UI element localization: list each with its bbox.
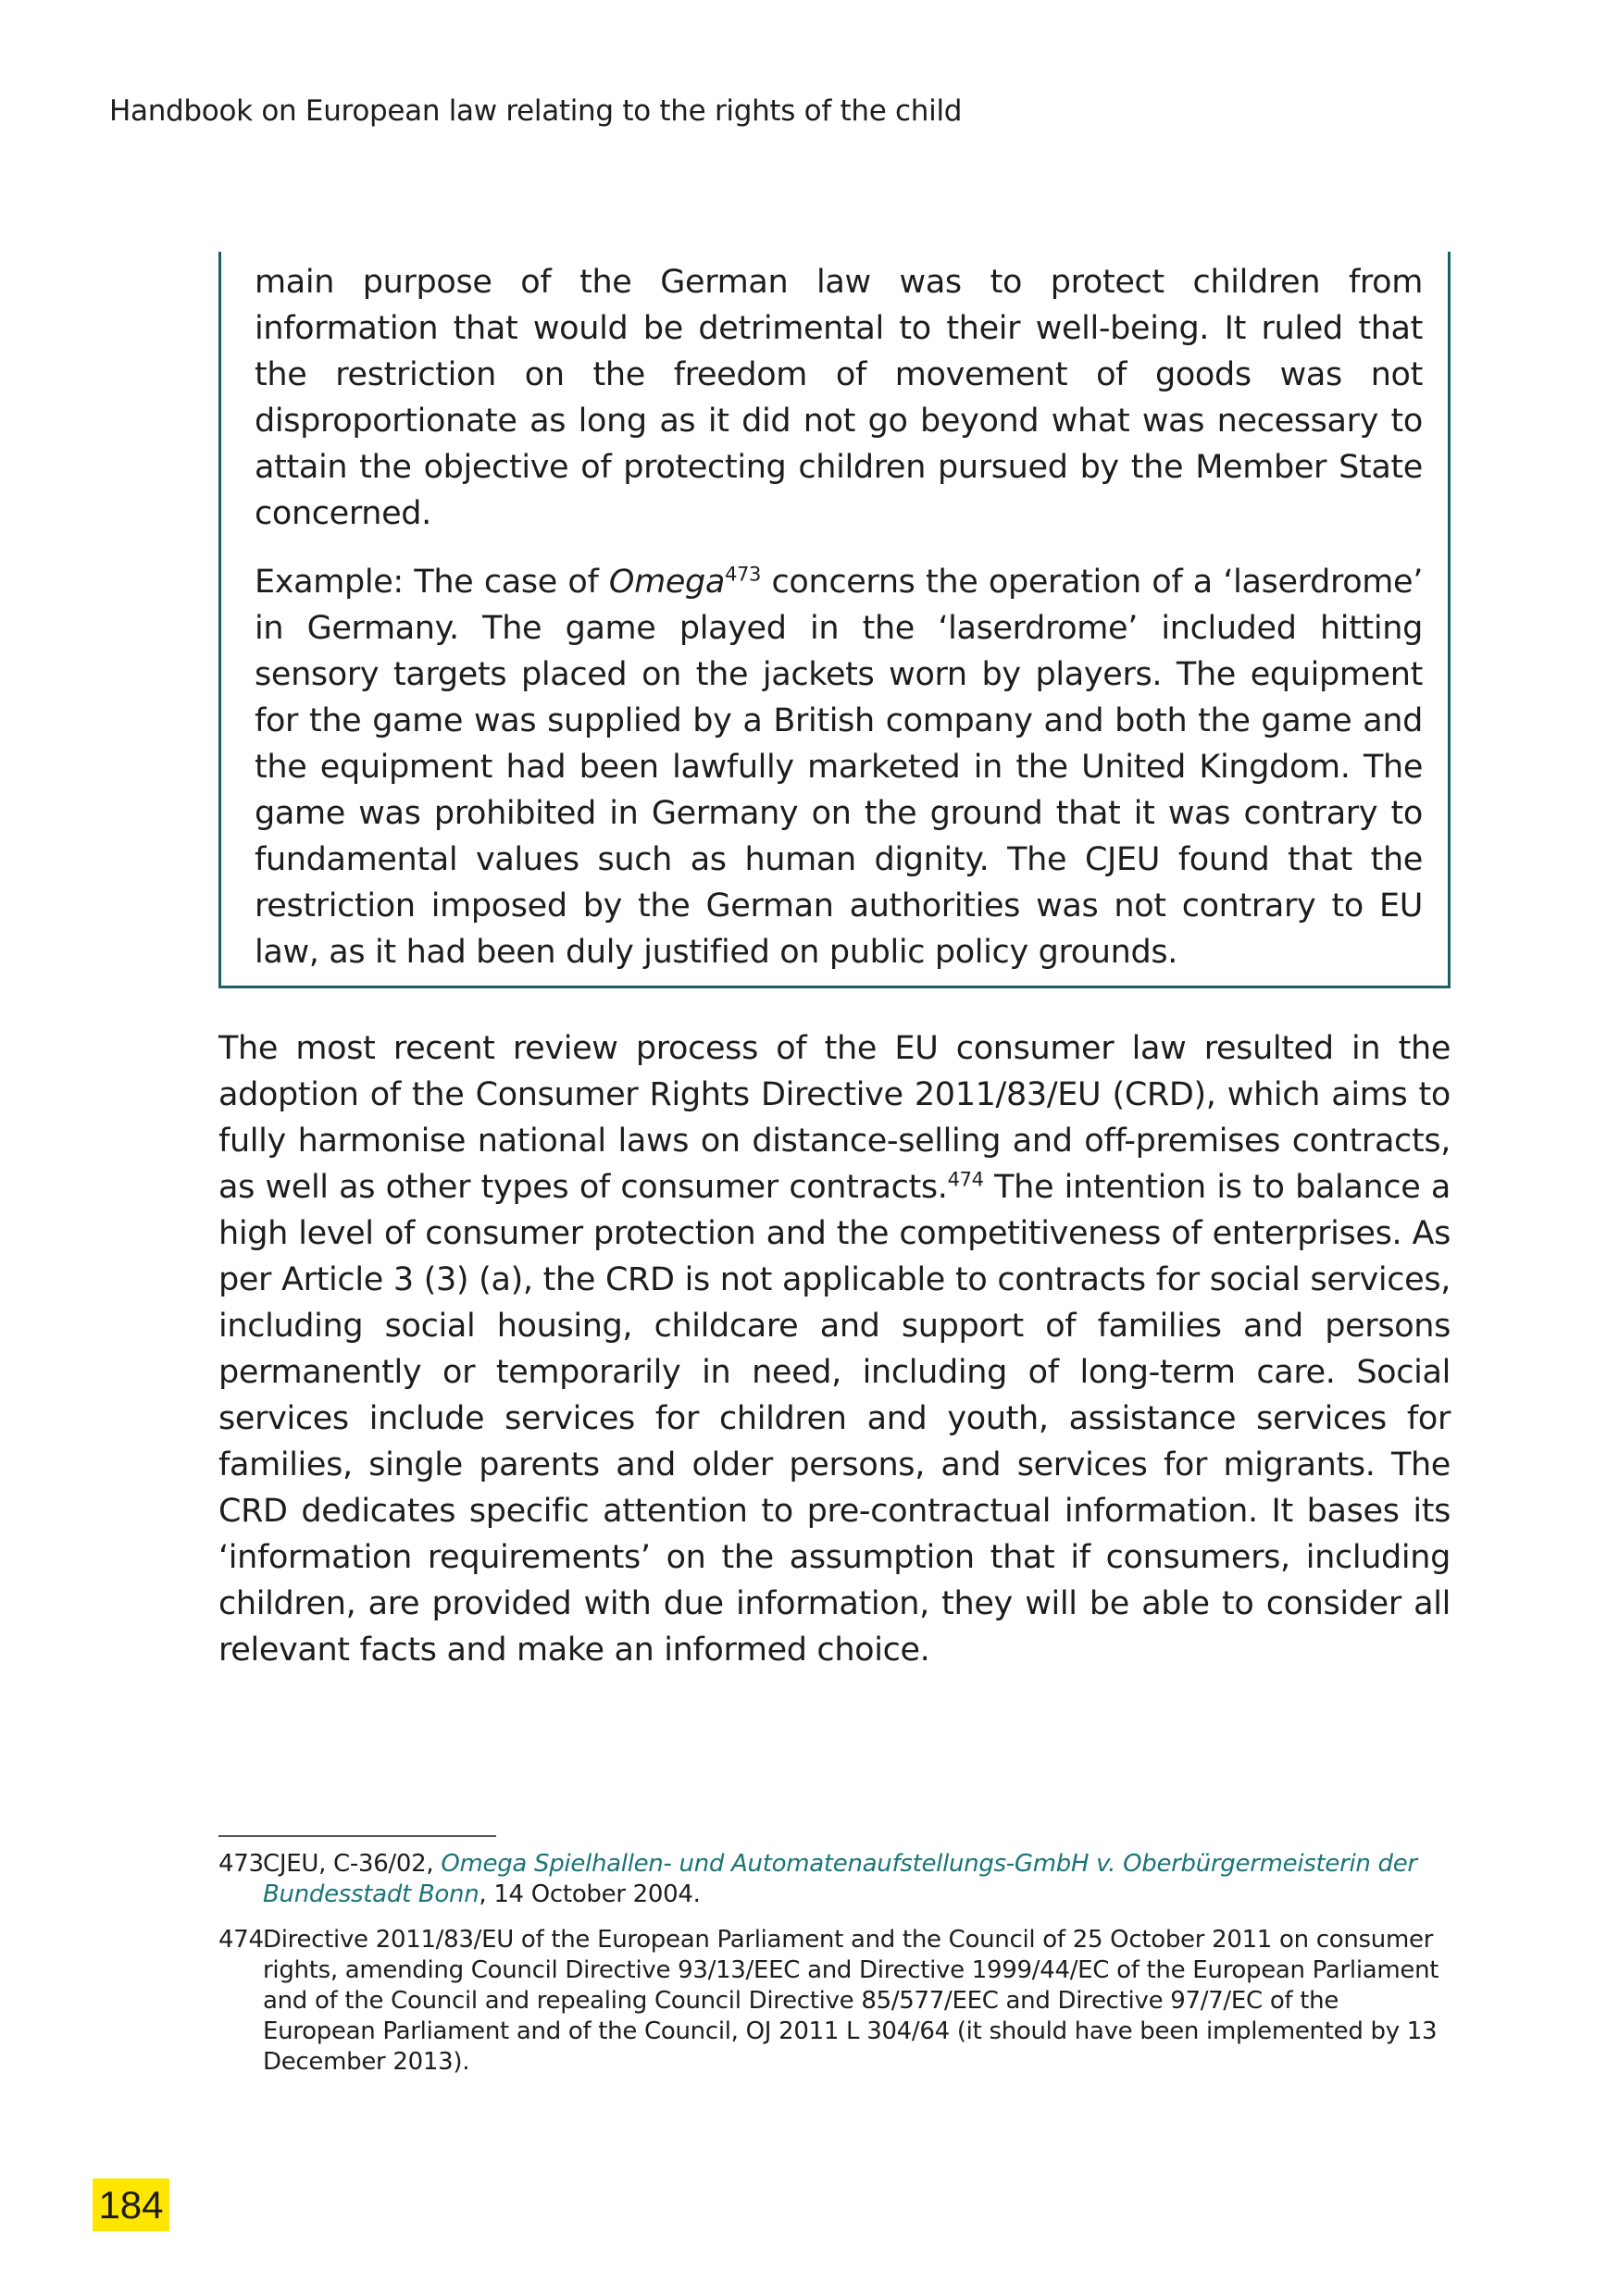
- example-paragraph-omega: [255, 559, 1423, 975]
- case-link[interactable]: Omega Spielhallen- und Automatenaufstellungs-GmbH v. Oberbürgermeisterin der Bundesstadt Bonn: [263, 1850, 1417, 1908]
- footnote-divider: [218, 1835, 496, 1837]
- example-paragraph-continued: main purpose of the German law was to protect children from information that would be detrimental to their well-being. It ruled that the restriction on the freedom of movement of goods was not disproportionate as long as it did not go beyond what was necessary to attain the objective of protecting children pursued by the Member State concerned.: [255, 264, 1423, 532]
- footnote-text: [263, 1849, 1451, 1910]
- footnote-suffix: , 14 October 2004.: [479, 1880, 701, 1908]
- page-number: 184: [93, 2178, 169, 2231]
- footnote-473: [218, 1849, 1451, 1910]
- example-prefix: Example: The case of: [255, 564, 609, 601]
- footnote-number: 473: [218, 1850, 264, 1878]
- body-text-part2: The intention is to balance a high level of consumer protection and the competitiveness of enterprises. As per Article 3 (3) (a), the CRD is not applicable to contracts for social services, including social housing, childcare and support of families and persons permanently or temporarily in need, including of long-term care. Social services include services for children and youth, assistance services for families, single parents and older persons, and services for migrants. The CRD dedicates specific attention to pre-contractual information. It bases its ‘information requirements’ on the assumption that if consumers, including children, are provided with due information, they will be able to consider all relevant facts and make an informed choice.: [218, 1169, 1451, 1669]
- footnote-text: Directive 2011/83/EU of the European Parliament and the Council of 25 October 2011 on consumer rights, amending Council Directive 93/13/EEC and Directive 1999/44/EC of the European Parliament and of the Council and repealing Council Directive 85/577/EEC and Directive 97/7/EC of the European Parliament and of the Council, OJ 2011 L 304/64 (it should have been implemented by 13 December 2013).: [263, 1926, 1439, 2076]
- example-box: [218, 252, 1451, 988]
- footnote-474: [218, 1925, 1451, 2078]
- body-paragraph: [218, 1025, 1451, 1673]
- footnote-ref-474[interactable]: 474: [947, 1168, 984, 1191]
- example-text: concerns the operation of a ‘laserdrome’ in Germany. The game played in the ‘laserdrome’ included hitting sensory targets placed on the jackets worn by players. The equipment for the game was supplied by a British company and both the game and the equipment had been lawfully marketed in the United Kingdom. The game was prohibited in Germany on the ground that it was contrary to fundamental values such as human dignity. The CJEU found that the restriction imposed by the German authorities was not contrary to EU law, as it had been duly justified on public policy grounds.: [255, 564, 1423, 971]
- footnote-number: 474: [218, 1926, 264, 1954]
- case-name: Omega: [608, 564, 725, 601]
- running-head: Handbook on European law relating to the rights of the child: [109, 94, 963, 128]
- footnote-prefix: CJEU, C-36/02,: [263, 1850, 442, 1878]
- footnote-ref-473[interactable]: 473: [725, 563, 762, 586]
- body-text-part1: The most recent review process of the EU consumer law resulted in the adoption of the Consumer Rights Directive 2011/83/EU (CRD), which aims to fully harmonise national laws on distance-selling and off-premises contracts, as well as other types of consumer contracts.: [218, 1030, 1451, 1206]
